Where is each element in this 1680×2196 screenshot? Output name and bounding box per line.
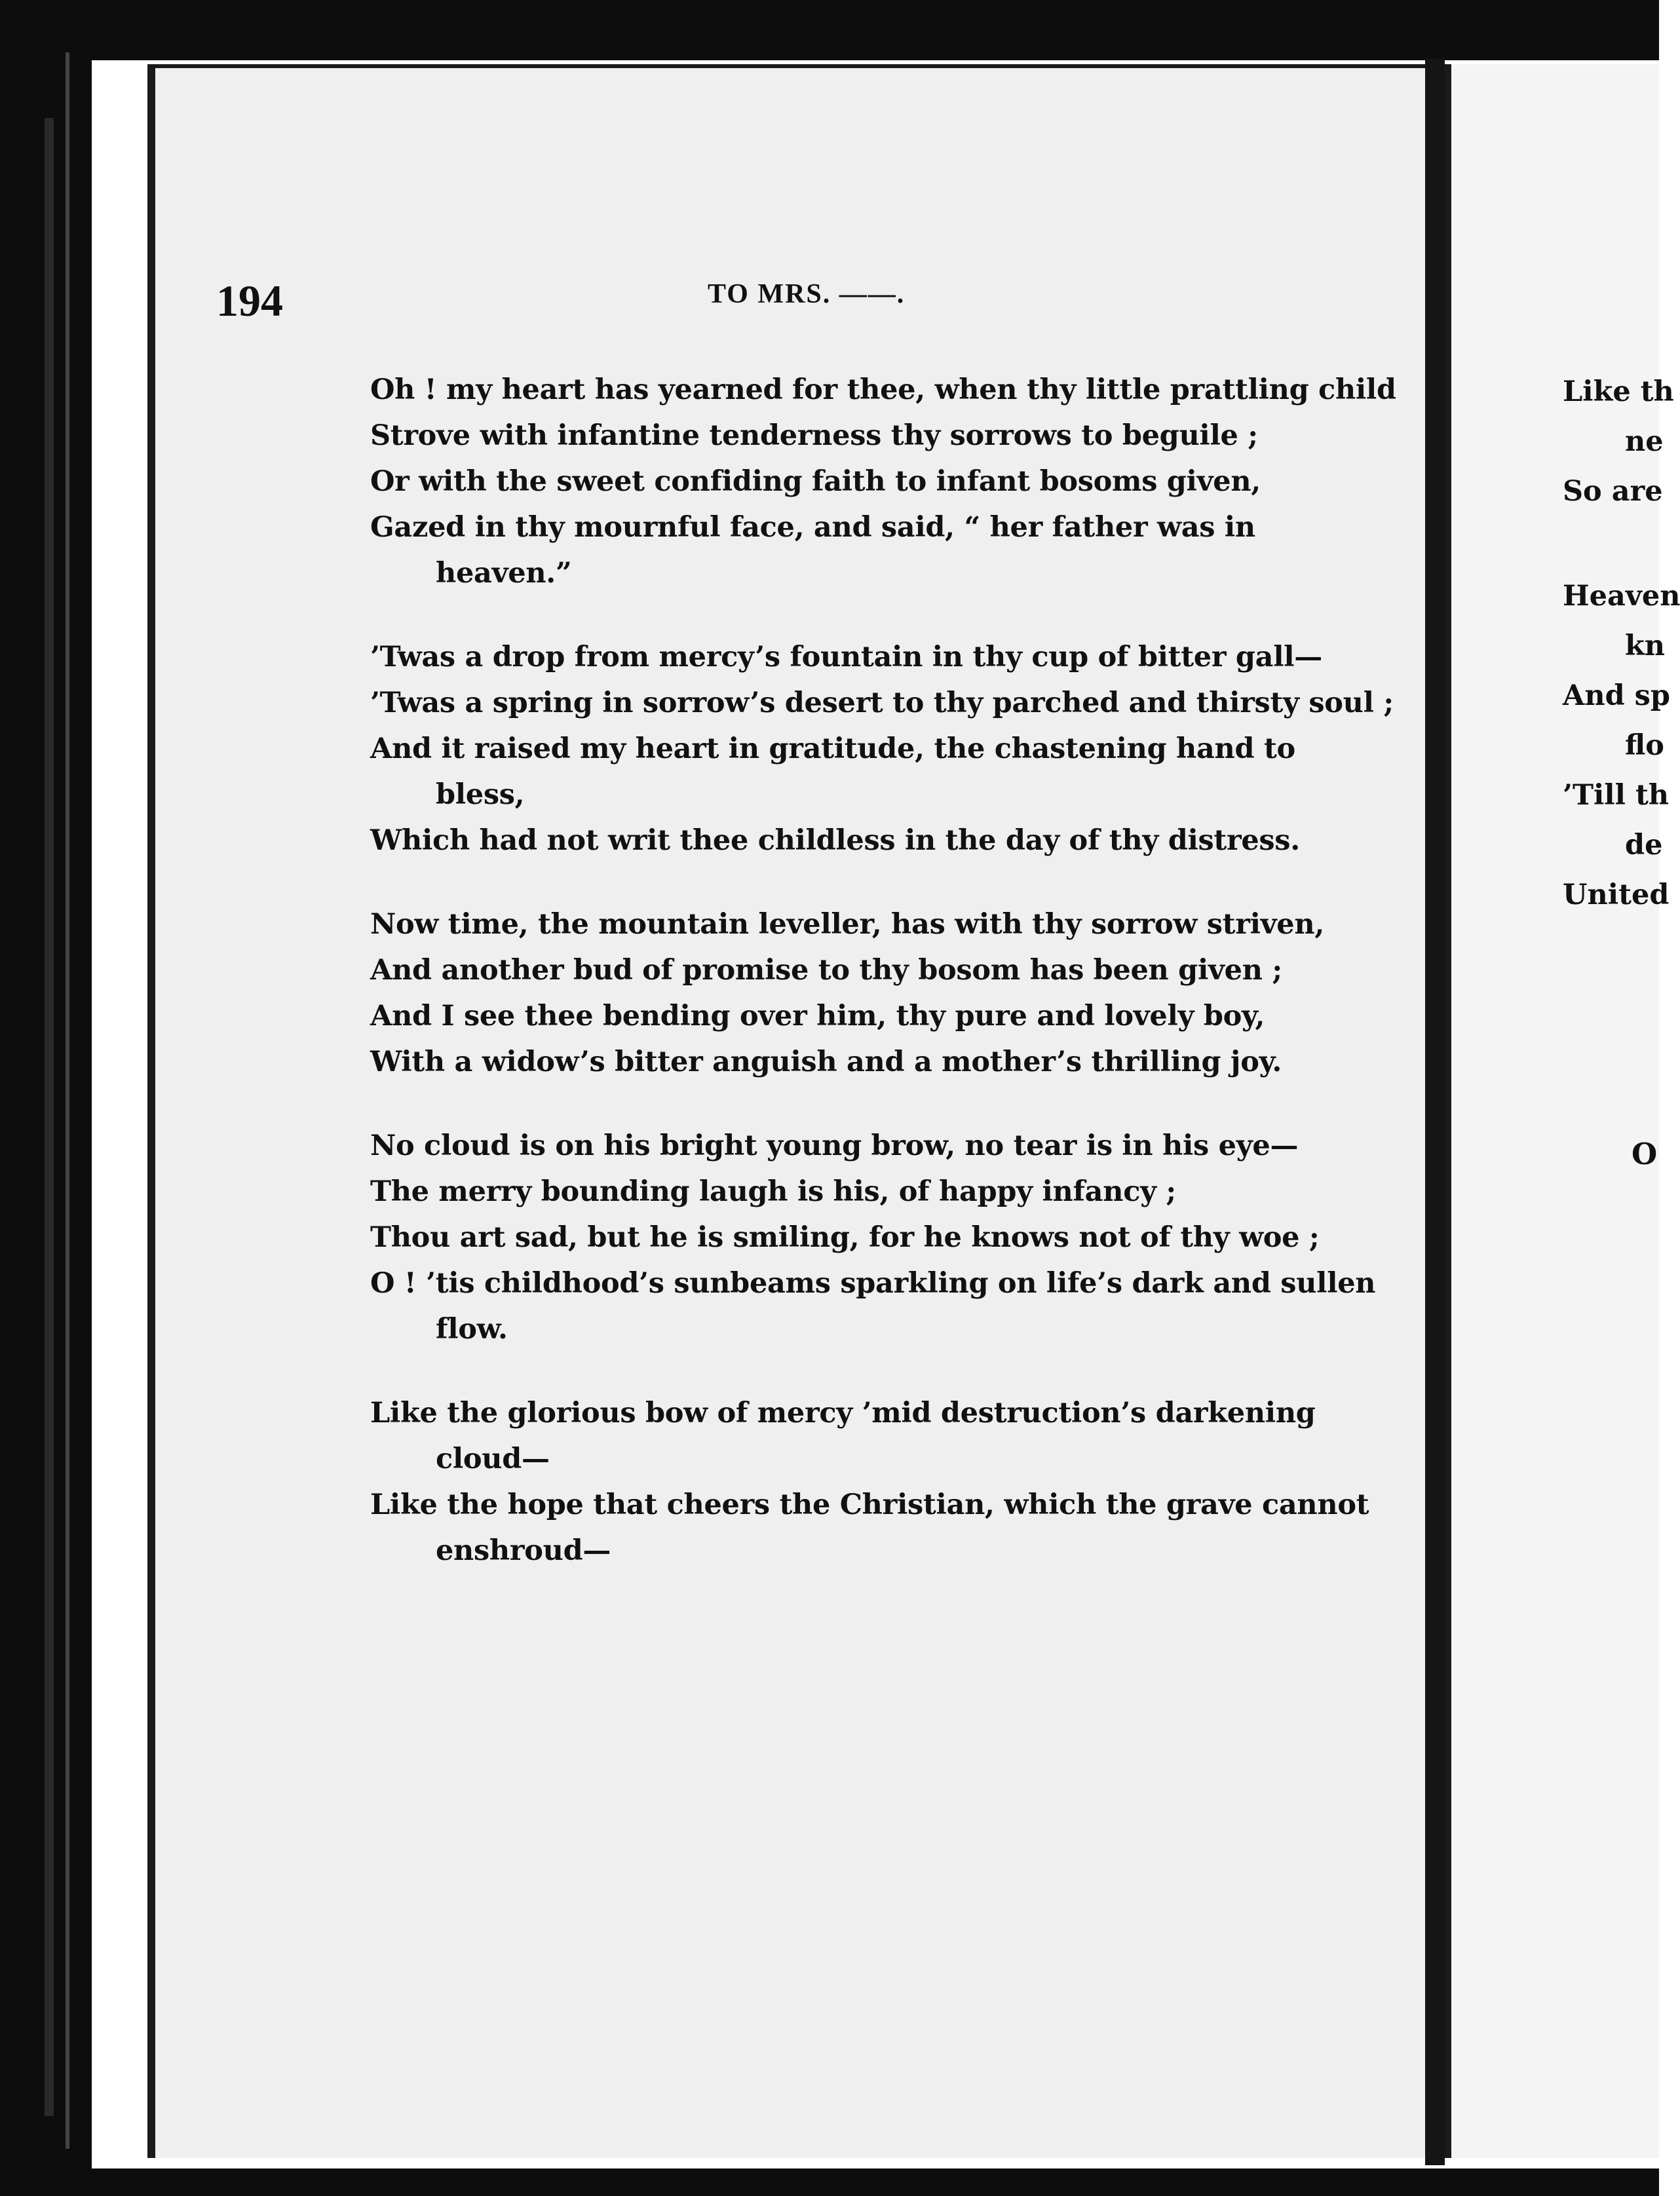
stanza bbox=[370, 901, 1340, 1085]
poem-line: Oh ! my heart has yearned for thee, when thy little prattling child bbox=[370, 373, 1396, 406]
facing-page-line-fragment: Like th bbox=[1563, 375, 1674, 408]
poem-line: And I see thee bending over him, thy pure and lovely boy, bbox=[370, 1000, 1265, 1032]
poem-line: ’Twas a spring in sorrow’s desert to thy parched and thirsty soul ; bbox=[370, 687, 1394, 719]
scan-edge-streak bbox=[45, 118, 54, 2116]
facing-page-gap bbox=[1563, 516, 1654, 571]
book-gutter bbox=[1425, 59, 1445, 2165]
scan-bottom-border bbox=[0, 2168, 1659, 2196]
facing-page-heading-fragment: O bbox=[1632, 1137, 1658, 1171]
poem-line: cloud— bbox=[436, 1443, 550, 1475]
facing-page-line-fragment: And sp bbox=[1563, 679, 1670, 712]
scan-edge-streak bbox=[66, 52, 69, 2149]
poem-line: flow. bbox=[436, 1313, 508, 1346]
poem-line: heaven.” bbox=[436, 557, 572, 590]
facing-page-line-fragment: So are bbox=[1563, 475, 1663, 508]
scan-top-border bbox=[92, 0, 1659, 60]
poem-line: Or with the sweet confiding faith to infant bosoms given, bbox=[370, 465, 1261, 498]
poem-line: Now time, the mountain leveller, has with thy sorrow striven, bbox=[370, 908, 1324, 941]
stanza bbox=[370, 367, 1396, 596]
facing-page-line-fragment: Heaven bbox=[1563, 580, 1680, 613]
poem-line: Thou art sad, but he is smiling, for he knows not of thy woe ; bbox=[370, 1221, 1320, 1254]
poem-line: No cloud is on his bright young brow, no tear is in his eye— bbox=[370, 1129, 1299, 1162]
poem-line: Which had not writ thee childless in the day of thy distress. bbox=[370, 824, 1300, 857]
poem-line: O ! ’tis childhood’s sunbeams sparkling on life’s dark and sullen bbox=[370, 1267, 1376, 1300]
stanza bbox=[370, 1123, 1376, 1352]
poem-body bbox=[370, 367, 1396, 1612]
facing-page-line-fragment: United bbox=[1563, 879, 1670, 911]
poem-line: With a widow’s bitter anguish and a mother’s thrilling joy. bbox=[370, 1046, 1282, 1078]
stanza bbox=[370, 1390, 1369, 1574]
facing-page-line-fragment: ’Till th bbox=[1563, 779, 1670, 812]
poem-line: Like the hope that cheers the Christian, which the grave cannot bbox=[370, 1488, 1369, 1521]
facing-page-line-fragment: kn bbox=[1625, 630, 1666, 662]
poem-line: The merry bounding laugh is his, of happy infancy ; bbox=[370, 1175, 1176, 1208]
running-head: TO MRS. ——. bbox=[708, 279, 906, 309]
poem-line: enshroud— bbox=[436, 1534, 611, 1567]
poem-line: And another bud of promise to thy bosom has been given ; bbox=[370, 954, 1282, 987]
facing-page-line-fragment: de bbox=[1625, 829, 1663, 861]
facing-page-line-fragment: ne bbox=[1625, 425, 1664, 458]
stanza bbox=[370, 634, 1394, 863]
poem-line: bless, bbox=[436, 778, 525, 811]
poem-line: Strove with infantine tenderness thy sorrows to beguile ; bbox=[370, 419, 1258, 452]
page-number: 194 bbox=[216, 276, 283, 326]
facing-page-text bbox=[1563, 367, 1680, 920]
poem-line: ’Twas a drop from mercy’s fountain in thy cup of bitter gall— bbox=[370, 641, 1322, 673]
poem-line: Gazed in thy mournful face, and said, “ her father was in bbox=[370, 511, 1255, 544]
poem-line: Like the glorious bow of mercy ’mid destruction’s darkening bbox=[370, 1397, 1316, 1429]
facing-page-line-fragment: flo bbox=[1625, 729, 1664, 762]
poem-line: And it raised my heart in gratitude, the chastening hand to bbox=[370, 732, 1295, 765]
